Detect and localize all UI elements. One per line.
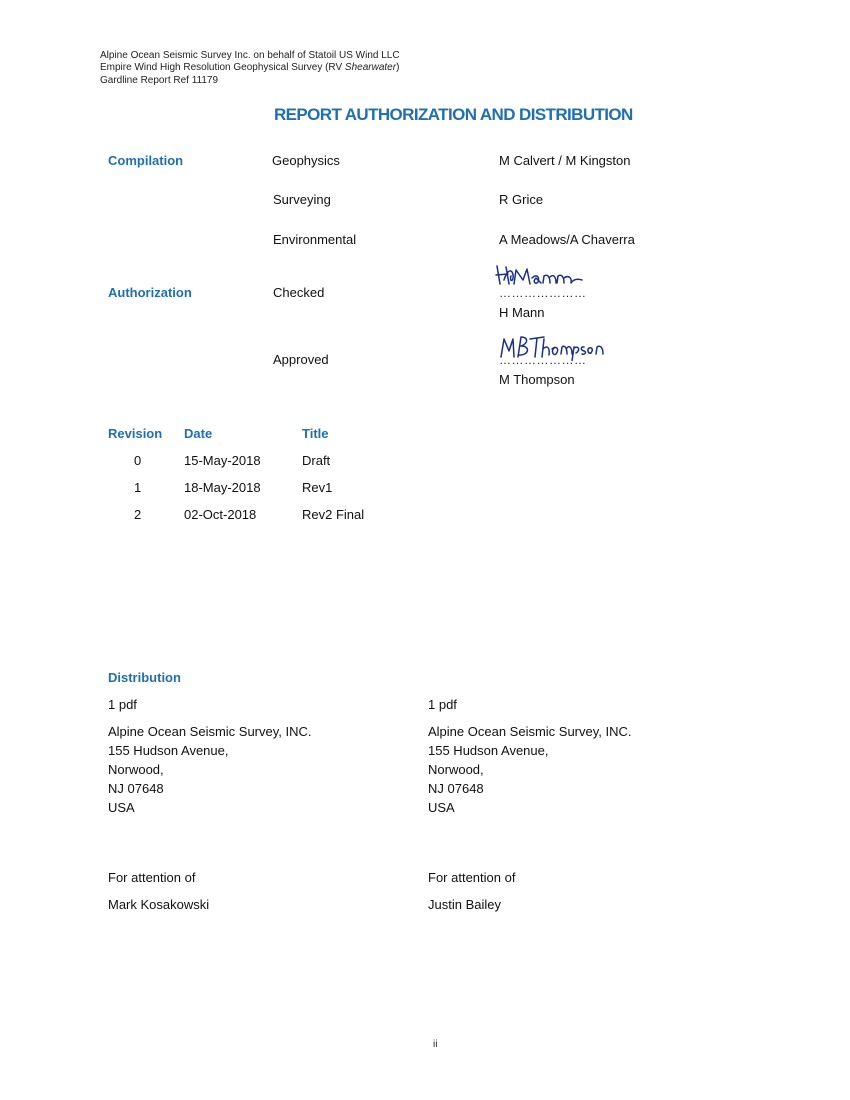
address-line: Alpine Ocean Seismic Survey, INC. bbox=[108, 724, 312, 739]
compilation-name: M Calvert / M Kingston bbox=[499, 153, 631, 168]
compilation-role: Environmental bbox=[273, 232, 357, 247]
compilation-name: R Grice bbox=[499, 192, 544, 207]
header-line-3: Gardline Report Ref 11179 bbox=[100, 75, 219, 86]
revision-number: 1 bbox=[134, 480, 142, 495]
revision-title: Rev2 Final bbox=[302, 507, 365, 522]
header-line-1: Alpine Ocean Seismic Survey Inc. on behalf of Statoil US Wind LLC bbox=[100, 50, 400, 61]
authorization-name: H Mann bbox=[499, 305, 545, 320]
attention-label: For attention of bbox=[428, 870, 516, 885]
revision-date: 15-May-2018 bbox=[184, 453, 261, 468]
title-header: Title bbox=[302, 426, 329, 441]
address-line: NJ 07648 bbox=[428, 781, 484, 796]
attention-label: For attention of bbox=[108, 870, 196, 885]
address-line: Alpine Ocean Seismic Survey, INC. bbox=[428, 724, 632, 739]
distribution-label: Distribution bbox=[108, 670, 181, 685]
revision-header: Revision bbox=[108, 426, 163, 441]
distribution-format: 1 pdf bbox=[428, 697, 457, 712]
attention-name: Mark Kosakowski bbox=[108, 897, 210, 912]
revision-date: 02-Oct-2018 bbox=[184, 507, 257, 522]
address-line: Norwood, bbox=[108, 762, 164, 777]
authorization-role: Checked bbox=[273, 285, 325, 300]
revision-date: 18-May-2018 bbox=[184, 480, 261, 495]
signature-line-dots: ………………… bbox=[499, 353, 587, 367]
vessel-name: Shearwater bbox=[344, 62, 397, 73]
header-line-2-suffix: ) bbox=[396, 62, 400, 73]
page-title: REPORT AUTHORIZATION AND DISTRIBUTION bbox=[274, 105, 633, 124]
compilation-role: Geophysics bbox=[272, 153, 340, 168]
revision-number: 0 bbox=[134, 453, 142, 468]
compilation-role: Surveying bbox=[273, 192, 331, 207]
authorization-role: Approved bbox=[273, 352, 329, 367]
address-line: NJ 07648 bbox=[108, 781, 164, 796]
authorization-label: Authorization bbox=[108, 285, 192, 300]
address-line: 155 Hudson Avenue, bbox=[108, 743, 229, 758]
signature-line-dots: ………………… bbox=[499, 286, 587, 300]
compilation-name: A Meadows/A Chaverra bbox=[499, 232, 635, 247]
attention-name: Justin Bailey bbox=[428, 897, 501, 912]
authorization-name: M Thompson bbox=[499, 372, 575, 387]
address-line: USA bbox=[108, 800, 135, 815]
revision-title: Rev1 bbox=[302, 480, 333, 495]
address-line: Norwood, bbox=[428, 762, 484, 777]
header-line-2 bbox=[100, 62, 399, 74]
address-line: 155 Hudson Avenue, bbox=[428, 743, 549, 758]
compilation-label: Compilation bbox=[108, 153, 184, 168]
page-number: ii bbox=[433, 1039, 438, 1050]
date-header: Date bbox=[184, 426, 213, 441]
distribution-format: 1 pdf bbox=[108, 697, 137, 712]
header-line-2-prefix: Empire Wind High Resolution Geophysical Survey (RV bbox=[100, 62, 345, 73]
address-line: USA bbox=[428, 800, 455, 815]
revision-title: Draft bbox=[302, 453, 331, 468]
revision-number: 2 bbox=[134, 507, 142, 522]
